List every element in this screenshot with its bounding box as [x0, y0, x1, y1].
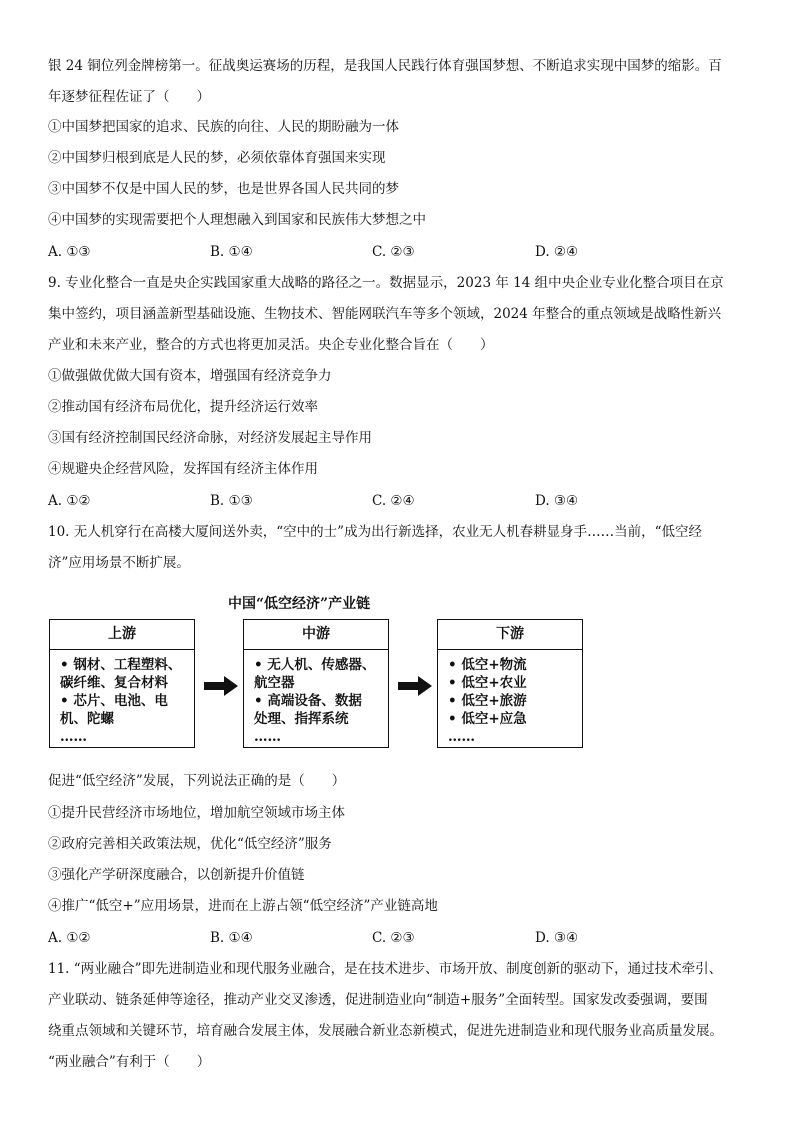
right-arrow-icon [204, 676, 238, 696]
q10-prompt: 促进“低空经济”发展，下列说法正确的是（ ） [48, 773, 346, 789]
downstream-line: • 低空+应急 [448, 711, 527, 727]
q8-stem-line-2: 年逐梦征程佐证了（ ） [48, 89, 210, 105]
q8-option-d[interactable]: D. ②④ [535, 244, 579, 260]
upstream-line: 机、陀螺 [60, 711, 114, 727]
q8-statement-1: ①中国梦把国家的追求、民族的向往、人民的期盼融为一体 [48, 119, 399, 135]
q9-option-d[interactable]: D. ③④ [535, 493, 579, 509]
q9-statement-3: ③国有经济控制国民经济命脉，对经济发展起主导作用 [48, 430, 372, 446]
upstream-line: …… [60, 729, 87, 745]
right-arrow-icon [398, 676, 432, 696]
upstream-line: 碳纤维、复合材料 [60, 675, 168, 691]
q8-option-c[interactable]: C. ②③ [372, 244, 415, 260]
downstream-header: 下游 [438, 620, 582, 650]
downstream-line: • 低空+物流 [448, 657, 527, 673]
q10-option-d[interactable]: D. ③④ [535, 930, 579, 946]
downstream-line: …… [448, 729, 475, 745]
downstream-line: • 低空+农业 [448, 675, 527, 691]
q9-stem-line-2: 集中签约，项目涵盖新型基础设施、生物技术、智能网联汽车等多个领域，2024 年整合的重点领域是战略性新兴 [48, 306, 722, 322]
downstream-line: • 低空+旅游 [448, 693, 527, 709]
q8-option-a[interactable]: A. ①③ [48, 244, 91, 260]
q10-statement-3: ③强化产学研深度融合，以创新提升价值链 [48, 867, 305, 883]
q8-options [48, 243, 768, 261]
q9-statement-2: ②推动国有经济布局优化，提升经济运行效率 [48, 399, 318, 415]
midstream-header: 中游 [244, 620, 388, 650]
q9-statement-4: ④规避央企经营风险，发挥国有经济主体作用 [48, 461, 318, 477]
q10-statement-4: ④推广“低空+”应用场景，进而在上游占领“低空经济”产业链高地 [48, 898, 438, 914]
upstream-box [49, 619, 195, 748]
q8-statement-3: ③中国梦不仅是中国人民的梦，也是世界各国人民共同的梦 [48, 181, 399, 197]
q8-option-b[interactable]: B. ①④ [210, 244, 253, 260]
upstream-line: • 芯片、电池、电 [60, 693, 168, 709]
midstream-line: …… [254, 729, 281, 745]
midstream-line: 航空器 [254, 675, 295, 691]
q11-stem-line-2: 产业联动、链条延伸等途径，推动产业交叉渗透，促进制造业向“制造+服务”全面转型。国家发改委强调，要围 [48, 992, 708, 1008]
midstream-box [243, 619, 389, 748]
q9-statement-1: ①做强做优做大国有资本，增强国有经济竞争力 [48, 368, 332, 384]
q10-option-c[interactable]: C. ②③ [372, 930, 415, 946]
midstream-line: 处理、指挥系统 [254, 711, 349, 727]
q9-stem-line-1: 9. 专业化整合一直是央企实践国家重大战略的路径之一。数据显示，2023 年 14 组中央企业专业化整合项目在京 [48, 275, 724, 291]
q10-statement-1: ①提升民营经济市场地位，增加航空领域市场主体 [48, 805, 345, 821]
q8-statement-2: ②中国梦归根到底是人民的梦，必须依靠体育强国来实现 [48, 150, 386, 166]
q11-stem-line-1: 11. “两业融合”即先进制造业和现代服务业融合，是在技术进步、市场开放、制度创新的驱动下，通过技术牵引、 [48, 961, 723, 977]
q8-stem-line-1: 银 24 铜位列金牌榜第一。征战奥运赛场的历程，是我国人民践行体育强国梦想、不断追求实现中国梦的缩影。百 [48, 58, 722, 74]
q9-option-c[interactable]: C. ②④ [372, 493, 415, 509]
diagram-title: 中国“低空经济”产业链 [228, 596, 371, 612]
q9-options [48, 492, 768, 510]
q10-stem-line-1: 10. 无人机穿行在高楼大厦间送外卖，“空中的士”成为出行新选择，农业无人机春耕显身手……当前，“低空经 [48, 524, 702, 540]
q9-option-b[interactable]: B. ①③ [210, 493, 253, 509]
q10-stem-line-2: 济”应用场景不断扩展。 [48, 555, 190, 571]
q10-option-a[interactable]: A. ①② [48, 930, 91, 946]
midstream-line: • 高端设备、数据 [254, 693, 362, 709]
q9-stem-line-3: 产业和未来产业，整合的方式也将更加灵活。央企专业化整合旨在（ ） [48, 337, 494, 353]
upstream-line: • 钢材、工程塑料、 [60, 657, 182, 673]
downstream-box [437, 619, 583, 748]
q10-options [48, 929, 768, 947]
q8-statement-4: ④中国梦的实现需要把个人理想融入到国家和民族伟大梦想之中 [48, 212, 426, 228]
upstream-header: 上游 [50, 620, 194, 650]
q10-option-b[interactable]: B. ①④ [210, 930, 253, 946]
midstream-line: • 无人机、传感器、 [254, 657, 376, 673]
q10-statement-2: ②政府完善相关政策法规，优化“低空经济”服务 [48, 836, 332, 852]
q11-stem-line-4: “两业融合”有利于（ ） [48, 1054, 211, 1070]
q9-option-a[interactable]: A. ①② [48, 493, 91, 509]
q11-stem-line-3: 绕重点领域和关键环节，培育融合发展主体，发展融合新业态新模式，促进先进制造业和现代服务业高质量发展。 [48, 1023, 723, 1039]
